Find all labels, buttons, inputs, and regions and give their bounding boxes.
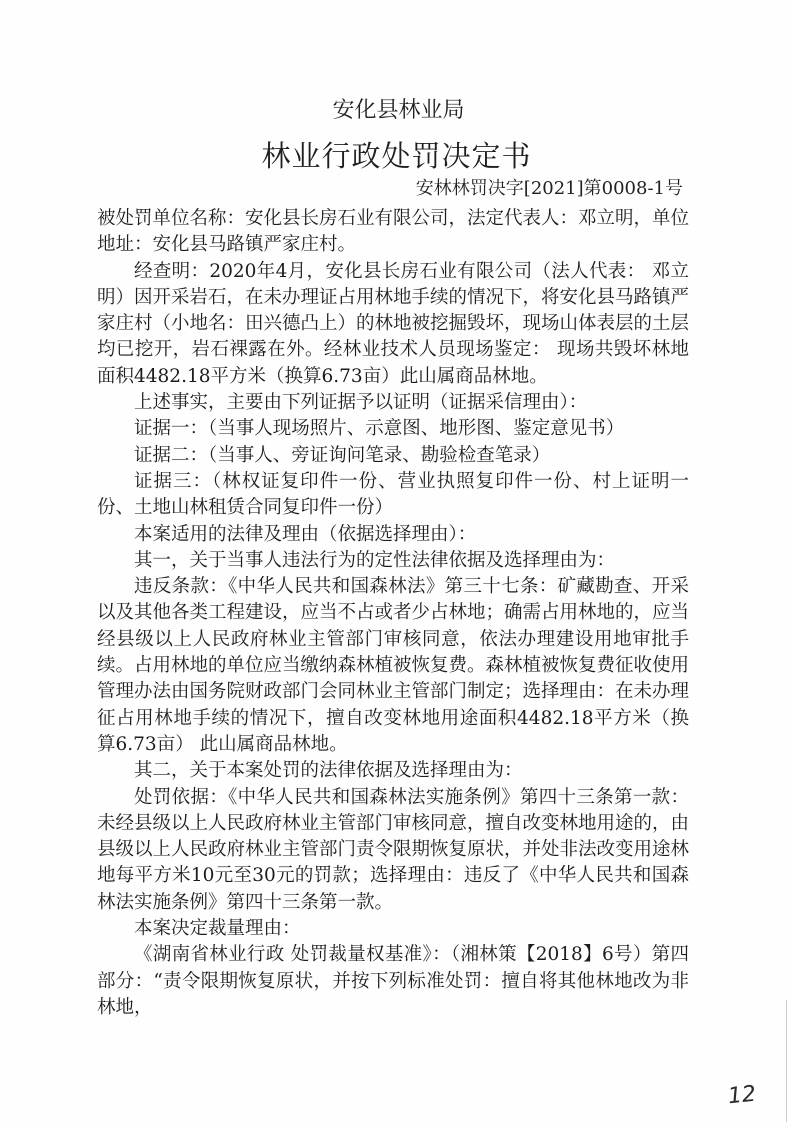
- paragraph-evidence-intro: 上述事实，主要由下列证据予以证明（证据采信理由）：: [134, 392, 588, 414]
- paragraph-discretion-standard: 《湖南省林业行政 处罚裁量权基准》：（湘林策【2018】6号）第四部分：“责令限期恢复原状，并按下列标准处罚：擅自将其他林地改为非林地，: [97, 944, 689, 1018]
- paragraph-basis-two-heading: 其二，关于本案处罚的法律依据及选择理由为：: [134, 760, 523, 782]
- document-title: 林业行政处罚决定书: [261, 139, 532, 173]
- paragraph-findings: 经查明：2020年4月，安化县长房石业有限公司（法人代表： 邓立明）因开采岩石，在未办理证占用林地手续的情况下，将安化县马路镇严家庄村（小地名：田兴德凸上）的林地被挖掘毁坏，现场山体表层的土层均已挖开，岩石裸露在外。经林业技术人员现场鉴定： 现场共毁坏林地面积4482.18平方米（换算6.73亩）此山属商品林地。: [97, 260, 690, 387]
- paragraph-evidence-1: 证据一：（当事人现场照片、示意图、地形图、鉴定意见书）: [134, 418, 625, 440]
- paragraph-violated-clause: 违反条款：《中华人民共和国森林法》第三十七条：矿藏勘查、开采以及其他各类工程建设，应当不占或者少占林地；确需占用林地的，应当经县级以上人民政府林业主管部门审核同意，依法办理建设用地审批手续。占用林地的单位应当缴纳森林植被恢复费。森林植被恢复费征收使用管理办法由国务院财政部门会同林业主管部门制定；选择理由：在未办理征占用林地手续的情况下，擅自改变林地用途面积4482.18平方米（换算6.73亩） 此山属商品林地。: [97, 576, 690, 755]
- paragraph-applicable-law: 本案适用的法律及理由（依据选择理由）：: [134, 523, 477, 545]
- document-body: [97, 206, 689, 1021]
- handwritten-page-number: 12: [726, 1081, 758, 1110]
- paragraph-evidence-3: 证据三：（林权证复印件一份、营业执照复印件一份、村上证明一份、土地山林租赁合同复印件一份）: [97, 470, 689, 519]
- issuing-agency: 安化县林业局: [332, 98, 465, 123]
- document-number: 安林林罚决字[2021]第0008-1号: [415, 178, 683, 199]
- paragraph-discretion-heading: 本案决定裁量理由：: [134, 918, 301, 940]
- paragraph-penalized-party: 被处罚单位名称：安化县长房石业有限公司，法定代表人：邓立明，单位地址：安化县马路镇严家庄村。: [97, 208, 690, 256]
- scan-edge-line: [786, 1000, 787, 1122]
- paragraph-evidence-2: 证据二：（当事人、旁证询问笔录、勘验检查笔录）: [134, 444, 551, 466]
- paragraph-basis-one-heading: 其一，关于当事人违法行为的定性法律依据及选择理由为：: [134, 549, 616, 571]
- paragraph-penalty-basis: 处罚依据：《中华人民共和国森林法实施条例》第四十三条第一款：未经县级以上人民政府林业主管部门审核同意，擅自改变林地用途的，由县级以上人民政府林业主管部门责令限期恢复原状，并处非法改变用途林地每平方米10元至30元的罚款；选择理由：违反了《中华人民共和国森林法实施条例》第四十三条第一款。: [97, 786, 690, 913]
